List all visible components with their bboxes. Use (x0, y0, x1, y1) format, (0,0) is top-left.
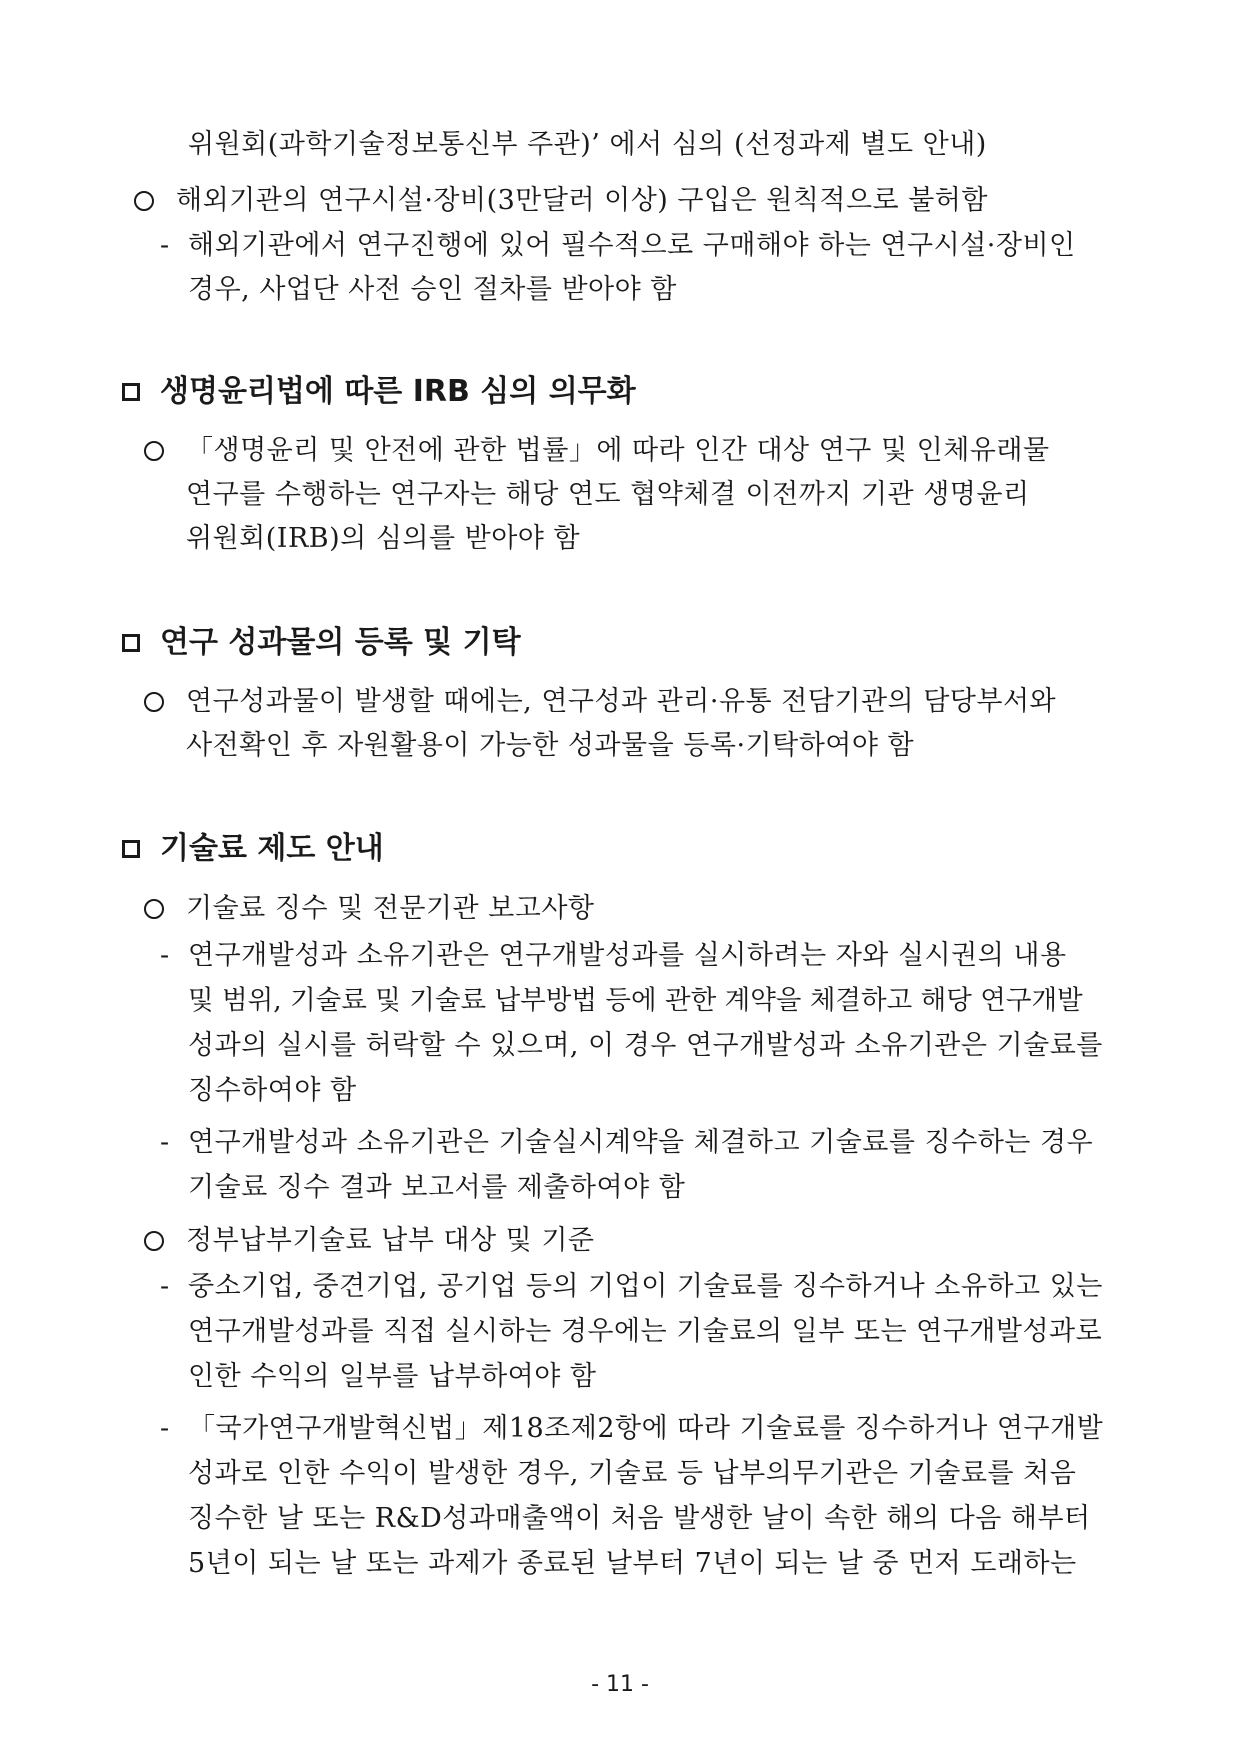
circle-bullet-icon (144, 899, 164, 919)
royalty-dash-1-line-1: 연구개발성과 소유기관은 연구개발성과를 실시하려는 자와 실시권의 내용 (188, 940, 1067, 971)
results-bullet-line-1: 연구성과물이 발생할 때에는, 연구성과 관리·유통 전담기관의 담당부서와 (186, 686, 1057, 717)
top-bullet-1: 해외기관의 연구시설·장비(3만달러 이상) 구입은 원칙적으로 불허함 (176, 185, 988, 216)
top-line-1: 위원회(과학기술정보통신부 주관)’ 에서 심의 (선정과제 별도 안내) (188, 129, 987, 160)
royalty-bullet-1: 기술료 징수 및 전문기관 보고사항 (186, 893, 595, 924)
square-bullet-icon (122, 840, 140, 858)
circle-bullet-icon (144, 692, 164, 712)
royalty-dash-4-line-4: 5년이 되는 날 또는 과제가 종료된 날부터 7년이 되는 날 중 먼저 도래하는 (188, 1548, 1077, 1579)
royalty-dash-4-line-3: 징수한 날 또는 R&D성과매출액이 처음 발생한 날이 속한 해의 다음 해부터 (188, 1503, 1091, 1534)
square-bullet-icon (122, 383, 140, 401)
section-heading-royalty (122, 830, 384, 868)
royalty-dash-4-line-2: 성과로 인한 수익이 발생한 경우, 기술료 등 납부의무기관은 기술료를 처음 (188, 1458, 1077, 1489)
section-heading-irb (122, 373, 636, 411)
dash-marker: - (160, 940, 170, 971)
irb-bullet-line-1: 「생명윤리 및 안전에 관한 법률」에 따라 인간 대상 연구 및 인체유래물 (186, 435, 1050, 466)
square-bullet-icon (122, 634, 140, 652)
circle-bullet-icon (144, 441, 164, 461)
circle-bullet-icon (144, 1231, 164, 1251)
royalty-dash-1-line-2: 및 범위, 기술료 및 기술료 납부방법 등에 관한 계약을 체결하고 해당 연구개발 (188, 985, 1083, 1016)
irb-bullet-line-2: 연구를 수행하는 연구자는 해당 연도 협약체결 이전까지 기관 생명윤리 (186, 479, 1030, 510)
royalty-dash-1-line-4: 징수하여야 함 (188, 1075, 357, 1106)
dash-marker: - (160, 230, 170, 261)
page-number: - 11 - (591, 1672, 649, 1697)
top-dash-1-line-2: 경우, 사업단 사전 승인 절차를 받아야 함 (188, 274, 677, 305)
irb-bullet-line-3: 위원회(IRB)의 심의를 받아야 함 (186, 523, 581, 554)
results-bullet-line-2: 사전확인 후 자원활용이 가능한 성과물을 등록·기탁하여야 함 (186, 730, 915, 761)
royalty-dash-3-line-3: 인한 수익의 일부를 납부하여야 함 (188, 1361, 597, 1392)
royalty-dash-2-line-1: 연구개발성과 소유기관은 기술실시계약을 체결하고 기술료를 징수하는 경우 (188, 1127, 1094, 1158)
royalty-dash-1-line-3: 성과의 실시를 허락할 수 있으며, 이 경우 연구개발성과 소유기관은 기술료를 (188, 1030, 1103, 1061)
dash-marker: - (160, 1127, 170, 1158)
circle-bullet-icon (134, 191, 154, 211)
section-heading-irb-text: 생명윤리법에 따른 IRB 심의 의무화 (160, 374, 636, 409)
dash-marker: - (160, 1413, 170, 1444)
royalty-dash-3-line-2: 연구개발성과를 직접 실시하는 경우에는 기술료의 일부 또는 연구개발성과로 (188, 1316, 1103, 1347)
section-heading-results (122, 624, 521, 662)
section-heading-royalty-text: 기술료 제도 안내 (160, 831, 384, 866)
royalty-bullet-2: 정부납부기술료 납부 대상 및 기준 (186, 1225, 595, 1256)
royalty-dash-3-line-1: 중소기업, 중견기업, 공기업 등의 기업이 기술료를 징수하거나 소유하고 있는 (188, 1271, 1103, 1302)
section-heading-results-text: 연구 성과물의 등록 및 기탁 (160, 625, 521, 660)
royalty-dash-4-line-1: 「국가연구개발혁신법」제18조제2항에 따라 기술료를 징수하거나 연구개발 (188, 1413, 1104, 1444)
royalty-dash-2-line-2: 기술료 징수 결과 보고서를 제출하여야 함 (188, 1172, 686, 1203)
dash-marker: - (160, 1271, 170, 1302)
top-dash-1-line-1: 해외기관에서 연구진행에 있어 필수적으로 구매해야 하는 연구시설·장비인 (188, 230, 1076, 261)
